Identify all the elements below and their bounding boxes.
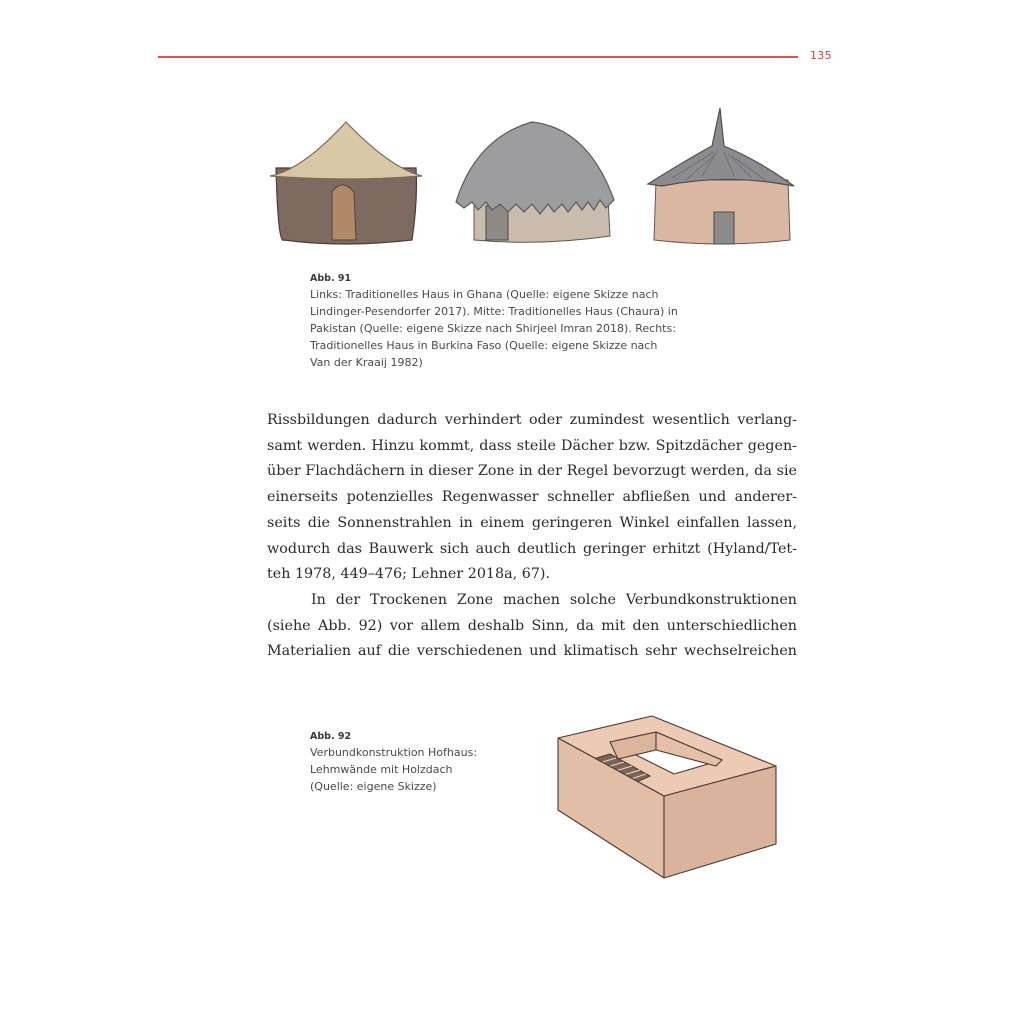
hut-ghana bbox=[270, 122, 422, 244]
body-line: Materialien auf die verschiedenen und klimatisch sehr wechselreichen bbox=[267, 643, 797, 660]
body-line: wodurch das Bauwerk sich auch deutlich geringer erhitzt (Hyland/Tet- bbox=[267, 540, 797, 557]
figure-92-illustration bbox=[552, 710, 784, 882]
body-line: seits die Sonnenstrahlen in einem geringeren Winkel einfallen lassen, bbox=[267, 514, 797, 531]
body-line: teh 1978, 449–476; Lehner 2018a, 67). bbox=[267, 566, 551, 583]
body-line: einerseits potenzielles Regenwasser schneller abfließen und anderer- bbox=[267, 489, 797, 506]
figure-91-caption-line: Links: Traditionelles Haus in Ghana (Quelle: eigene Skizze nach bbox=[310, 288, 659, 301]
figure-91-caption-line: Van der Kraaij 1982) bbox=[310, 356, 423, 369]
header-rule bbox=[158, 56, 798, 58]
courtyard-house bbox=[558, 716, 776, 878]
body-line: Rissbildungen dadurch verhindert oder zumindest wesentlich verlang- bbox=[267, 412, 797, 428]
figure-92-caption-line: (Quelle: eigene Skizze) bbox=[310, 780, 437, 793]
body-line: (siehe Abb. 92) vor allem deshalb Sinn, da mit den unterschiedlichen bbox=[267, 617, 797, 634]
figure-92-caption-line: Verbundkonstruktion Hofhaus: bbox=[310, 746, 478, 759]
body-line: samt werden. Hinzu kommt, dass steile Dächer bzw. Spitzdächer gegen- bbox=[267, 437, 797, 454]
figure-91-caption-line: Lindinger-Pesendorfer 2017). Mitte: Traditionelles Haus (Chaura) in bbox=[310, 305, 678, 318]
body-line: über Flachdächern in dieser Zone in der Regel bevorzugt werden, da sie bbox=[267, 463, 797, 480]
hut-burkina bbox=[648, 108, 794, 244]
figure-91-label: Abb. 91 bbox=[310, 273, 352, 284]
figure-91-caption-line: Traditionelles Haus in Burkina Faso (Quelle: eigene Skizze nach bbox=[310, 339, 658, 352]
page-number: 135 bbox=[810, 49, 832, 62]
figure-92-caption bbox=[310, 730, 530, 795]
figure-92-caption-line: Lehmwände mit Holzdach bbox=[310, 763, 453, 776]
hut-pakistan bbox=[456, 122, 614, 242]
body-line: In der Trockenen Zone machen solche Verbundkonstruktionen bbox=[311, 591, 797, 608]
figure-92-label: Abb. 92 bbox=[310, 731, 352, 742]
body-paragraphs bbox=[267, 408, 797, 665]
figure-91-caption-line: Pakistan (Quelle: eigene Skizze nach Shirjeel Imran 2018). Rechts: bbox=[310, 322, 676, 335]
figure-91-caption bbox=[310, 272, 710, 371]
figure-91-illustration bbox=[262, 100, 802, 260]
